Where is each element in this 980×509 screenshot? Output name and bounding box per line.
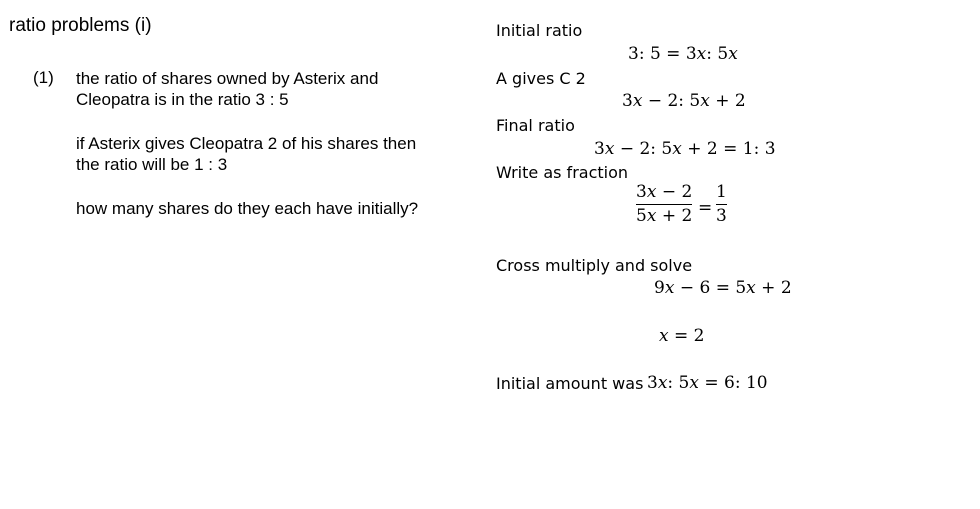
- question-paragraph-2: if Asterix gives Cleopatra 2 of his shares then the ratio will be 1 : 3: [76, 134, 417, 174]
- equation-initial-ratio: 3: 5 = 3x: 5x: [628, 44, 738, 64]
- fraction-right-denominator: 3: [716, 206, 727, 226]
- fraction-equals-sign: =: [698, 198, 713, 218]
- question-paragraph-1: the ratio of shares owned by Asterix and Cleopatra is in the ratio 3 : 5: [76, 69, 379, 109]
- fraction-right-bar: [716, 204, 727, 205]
- fraction-left-denominator: 5x + 2: [636, 206, 693, 226]
- step-label-transfer: A gives C 2: [496, 69, 586, 88]
- fraction-left: [636, 182, 692, 226]
- fraction-left-bar: [636, 204, 692, 205]
- step-label-cross-multiply: Cross multiply and solve: [496, 256, 693, 275]
- equation-solution: x = 2: [659, 326, 705, 346]
- final-answer-label: Initial amount was: [496, 374, 644, 393]
- fraction-right: [716, 182, 727, 226]
- fraction-right-numerator: 1: [716, 182, 727, 202]
- question-number: (1): [33, 68, 54, 87]
- final-answer-equation: 3x: 5x = 6: 10: [647, 373, 768, 393]
- fraction-left-numerator: 3x − 2: [636, 182, 693, 202]
- step-label-write-as-fraction: Write as fraction: [496, 163, 629, 182]
- equation-final-ratio: 3x − 2: 5x + 2 = 1: 3: [594, 139, 776, 159]
- step-label-initial-ratio: Initial ratio: [496, 21, 583, 40]
- question-paragraph-3: how many shares do they each have initially?: [76, 199, 419, 218]
- page-title: ratio problems (i): [9, 15, 152, 36]
- equation-cross-multiplied: 9x − 6 = 5x + 2: [654, 278, 792, 298]
- equation-after-transfer: 3x − 2: 5x + 2: [622, 91, 746, 111]
- step-label-final-ratio: Final ratio: [496, 116, 575, 135]
